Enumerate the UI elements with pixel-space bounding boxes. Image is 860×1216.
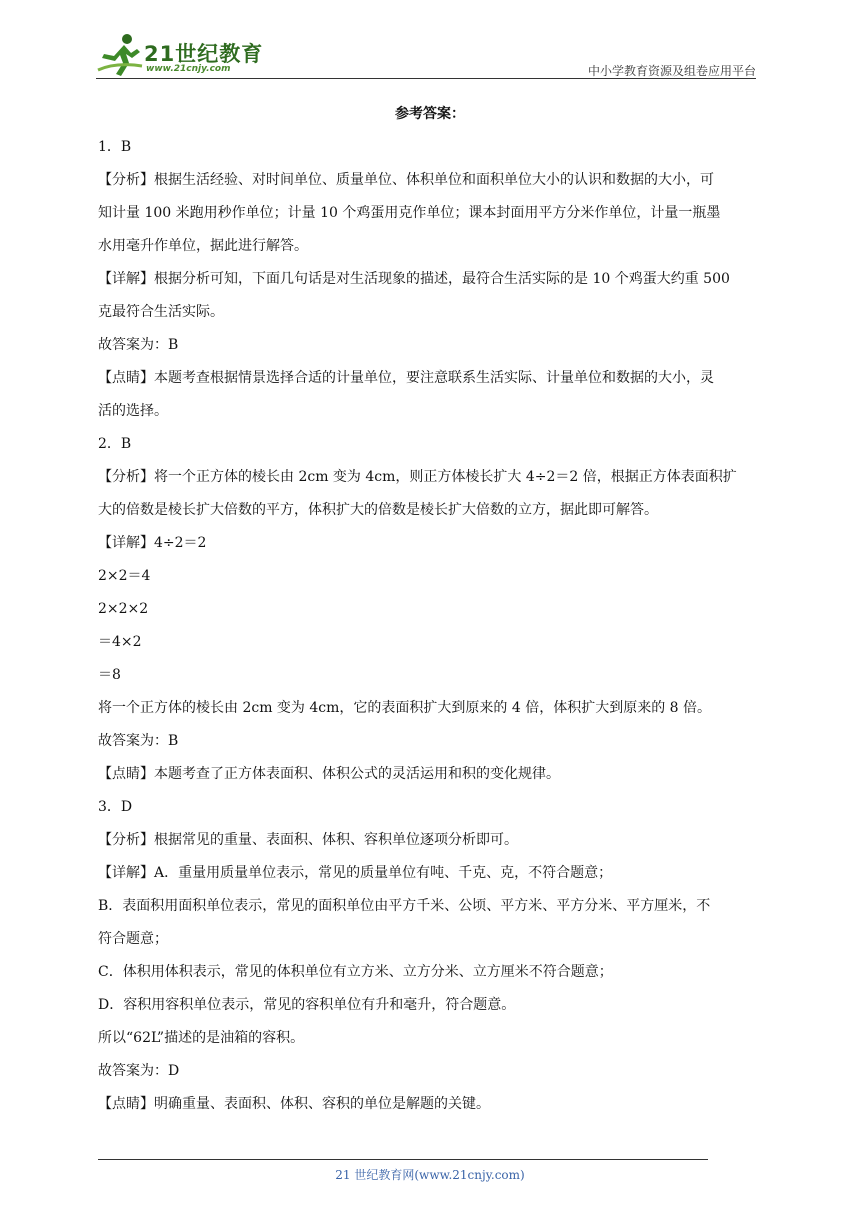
header-divider: [96, 78, 756, 79]
text-line: 将一个正方体的棱长由 2cm 变为 4cm，它的表面积扩大到原来的 4 倍，体积扩大到原来的 8 倍。: [98, 700, 712, 716]
text-line: 【分析】将一个正方体的棱长由 2cm 变为 4cm，则正方体棱长扩大 4÷2＝2 倍，根据正方体表面积扩: [98, 469, 737, 485]
text-line: 克最符合生活实际。: [98, 304, 224, 320]
text-line: C．体积用体积表示，常见的体积单位有立方米、立方分米、立方厘米不符合题意；: [98, 964, 613, 980]
text-line: 3．D: [98, 799, 133, 815]
footer-divider: [98, 1159, 708, 1160]
text-line: ＝4×2: [98, 634, 142, 650]
page-footer: 21 世纪教育网(www.21cnjy.com): [335, 1168, 525, 1182]
text-line: 2×2×2: [98, 601, 149, 617]
text-line: 【点睛】明确重量、表面积、体积、容积的单位是解题的关键。: [98, 1096, 490, 1112]
logo-text: 21世纪教育: [144, 42, 264, 66]
logo-url: www.21cnjy.com: [146, 64, 231, 74]
text-line: 知计量 100 米跑用秒作单位；计量 10 个鸡蛋用克作单位；课本封面用平方分米作单位，计量一瓶墨: [98, 205, 721, 221]
text-line: 2．B: [98, 436, 132, 452]
text-line: 1．B: [98, 139, 132, 155]
text-line: 故答案为：D: [98, 1063, 180, 1079]
text-line: 故答案为：B: [98, 337, 179, 353]
text-line: B．表面积用面积单位表示，常见的面积单位由平方千米、公顷、平方米、平方分米、平方厘米，不: [98, 898, 711, 914]
page-title: 参考答案：: [395, 106, 465, 122]
text-line: 【分析】根据常见的重量、表面积、体积、容积单位逐项分析即可。: [98, 832, 518, 848]
logo: [96, 32, 266, 78]
text-line: 【分析】根据生活经验、对时间单位、质量单位、体积单位和面积单位大小的认识和数据的大小，可: [98, 172, 714, 188]
answer-content: [98, 98, 762, 1121]
text-line: 故答案为：B: [98, 733, 179, 749]
text-line: 符合题意；: [98, 931, 168, 947]
text-line: 活的选择。: [98, 403, 168, 419]
text-line: 水用毫升作单位，据此进行解答。: [98, 238, 308, 254]
text-line: 大的倍数是棱长扩大倍数的平方，体积扩大的倍数是棱长扩大倍数的立方，据此即可解答。: [98, 502, 658, 518]
text-line: 所以“62L”描述的是油箱的容积。: [98, 1030, 305, 1046]
runner-logo-icon: [96, 32, 146, 78]
text-line: 【详解】A．重量用质量单位表示，常见的质量单位有吨、千克、克，不符合题意；: [98, 865, 613, 881]
text-line: 【详解】根据分析可知，下面几句话是对生活现象的描述，最符合生活实际的是 10 个鸡蛋大约重 500: [98, 271, 730, 287]
text-line: 【点睛】本题考查了正方体表面积、体积公式的灵活运用和积的变化规律。: [98, 766, 560, 782]
text-line: 【详解】4÷2＝2: [98, 535, 207, 551]
page-header: [96, 30, 756, 80]
text-line: ＝8: [98, 667, 121, 683]
text-line: D．容积用容积单位表示，常见的容积单位有升和毫升，符合题意。: [98, 997, 516, 1013]
text-line: 【点睛】本题考查根据情景选择合适的计量单位，要注意联系生活实际、计量单位和数据的大小，灵: [98, 370, 714, 386]
header-tagline: 中小学教育资源及组卷应用平台: [587, 64, 756, 78]
answer-lines: [98, 131, 762, 1121]
text-line: 2×2＝4: [98, 568, 151, 584]
